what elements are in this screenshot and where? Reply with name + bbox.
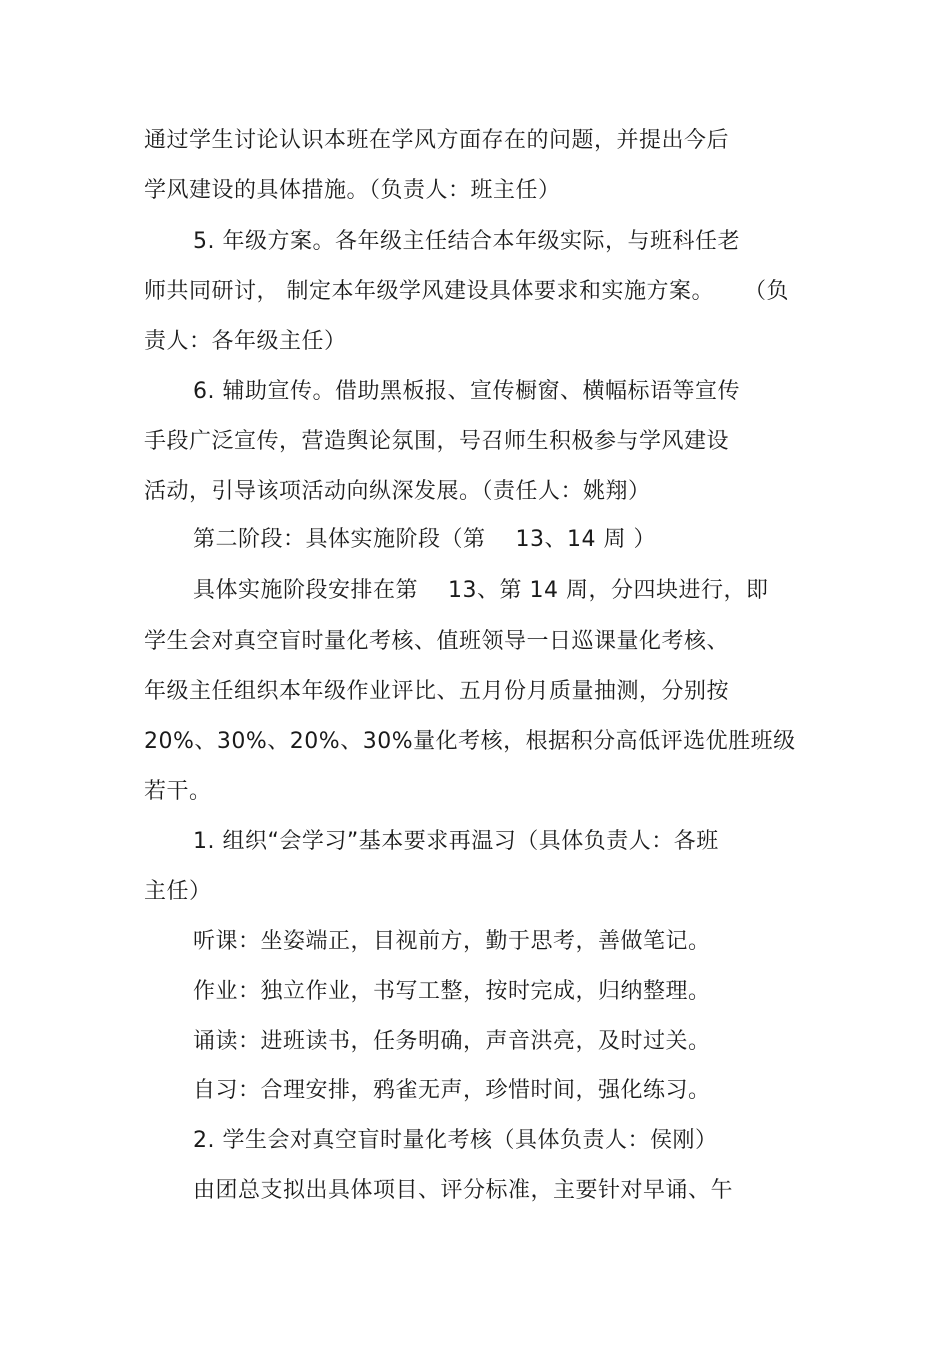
text-line: 2. 学生会对真空盲时量化考核（具体负责人：侯刚）: [193, 1128, 718, 1153]
text-line: 通过学生讨论认识本班在学风方面存在的问题，并提出今后: [144, 128, 730, 153]
text-line: 师共同研讨， 制定本年级学风建设具体要求和实施方案。 （负: [144, 279, 789, 304]
text-line: 主任）: [144, 879, 212, 904]
text-line: 年级主任组织本年级作业评比、五月份月质量抽测，分别按: [144, 679, 730, 704]
text-line: 活动，引导该项活动向纵深发展。（责任人：姚翔）: [144, 479, 651, 504]
text-line: 诵读：进班读书，任务明确，声音洪亮，及时过关。: [193, 1029, 711, 1054]
text-line: 5. 年级方案。各年级主任结合本年级实际，与班科任老: [193, 229, 740, 254]
section-heading: 第二阶段：具体实施阶段（第 13、14 周 ）: [193, 527, 656, 552]
text-line: 手段广泛宣传，营造舆论氛围，号召师生积极参与学风建设: [144, 429, 730, 454]
text-line: 1. 组织“会学习”基本要求再温习（具体负责人：各班: [193, 829, 719, 854]
text-line: 20%、30%、20%、30%量化考核，根据积分高低评选优胜班级: [144, 729, 796, 754]
text-line: 作业：独立作业，书写工整，按时完成，归纳整理。: [193, 979, 711, 1004]
text-line: 学风建设的具体措施。（负责人：班主任）: [144, 178, 561, 203]
text-line: 6. 辅助宣传。借助黑板报、宣传橱窗、横幅标语等宣传: [193, 379, 740, 404]
text-line: 听课：坐姿端正，目视前方，勤于思考，善做笔记。: [193, 929, 711, 954]
text-line: 若干。: [144, 779, 212, 804]
text-line: 自习：合理安排，鸦雀无声，珍惜时间，强化练习。: [193, 1078, 711, 1103]
text-line: 学生会对真空盲时量化考核、值班领导一日巡课量化考核、: [144, 629, 730, 654]
text-line: 由团总支拟出具体项目、评分标准，主要针对早诵、午: [193, 1178, 734, 1203]
text-line: 责人：各年级主任）: [144, 329, 347, 354]
text-line: 具体实施阶段安排在第 13、第 14 周，分四块进行，即: [193, 578, 769, 603]
